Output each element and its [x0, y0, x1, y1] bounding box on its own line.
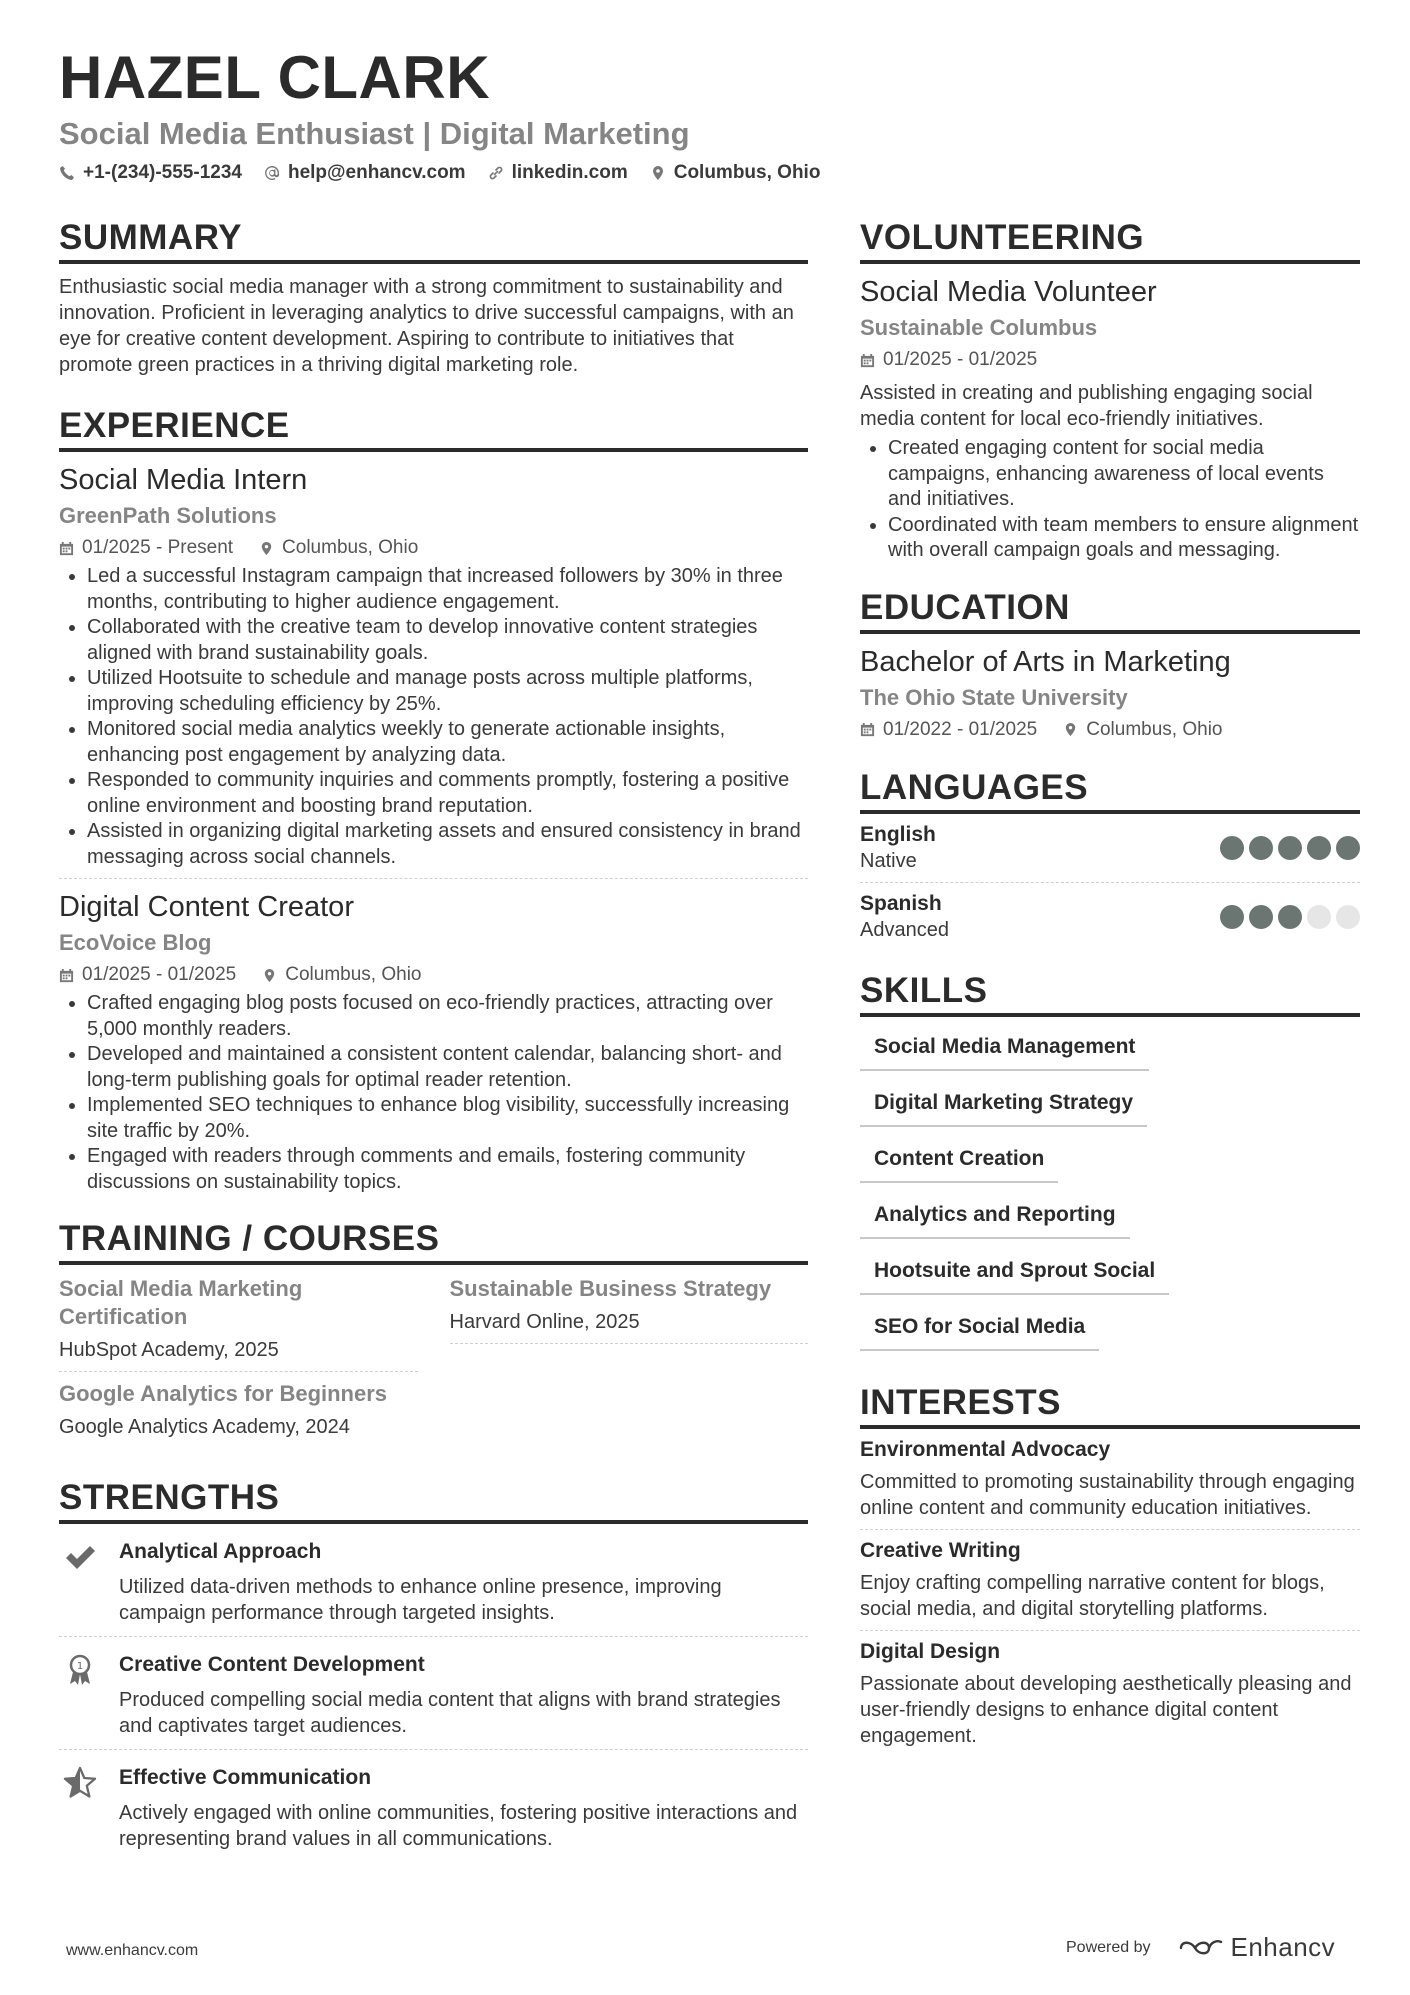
left-column: [59, 218, 808, 1890]
rating-dot-filled: [1278, 836, 1302, 860]
enhancv-logo-icon: [1177, 1936, 1223, 1960]
job-bullet: • Collaborated with the creative team to develop innovative content strategies aligned with brand sustainability goals.: [87, 615, 808, 666]
languages-heading: LANGUAGES: [860, 768, 1360, 814]
candidate-name: HAZEL CLARK: [59, 44, 491, 111]
strength-text: Utilized data-driven methods to enhance online presence, improving campaign performance through targeted insights.: [119, 1576, 722, 1624]
skills-heading: SKILLS: [860, 971, 1360, 1017]
right-column: [860, 218, 1360, 1785]
training-name: Google Analytics for Beginners: [59, 1381, 388, 1406]
job-dates: [59, 963, 236, 987]
volunteer-bullet: • Created engaging content for social media campaigns, enhancing awareness of local events and initiatives.: [888, 436, 1360, 513]
calendar-icon: [860, 353, 875, 368]
job-company: EcoVoice Blog: [59, 930, 212, 955]
job-bullet: • Implemented SEO techniques to enhance blog visibility, successfully increasing site traffic by 20%.: [87, 1093, 808, 1144]
education-school: The Ohio State University: [860, 684, 1128, 710]
language-rating: [1220, 836, 1360, 860]
training-item: [59, 1275, 418, 1372]
job-bullet: • Assisted in organizing digital marketing assets and ensured consistency in brand messaging across social channels.: [87, 819, 808, 870]
job-bullets: [59, 991, 808, 1195]
contact-phone[interactable]: [59, 162, 242, 184]
calendar-icon: [860, 722, 875, 737]
skills-section: [860, 971, 1360, 1363]
interest-title: Environmental Advocacy: [860, 1437, 1111, 1461]
education-dates-text: 01/2022 - 01/2025: [883, 718, 1038, 740]
job-company: GreenPath Solutions: [59, 503, 277, 528]
interest-item: [860, 1429, 1360, 1530]
job-location: [262, 963, 421, 987]
strength-title: Analytical Approach: [119, 1540, 322, 1563]
rating-dot-filled: [1220, 905, 1244, 929]
volunteer-role: Social Media Volunteer: [860, 276, 1157, 308]
job-bullets: [59, 564, 808, 870]
location-icon: [650, 165, 666, 181]
language-text: [860, 891, 949, 943]
skill-tag: Digital Marketing Strategy: [860, 1083, 1147, 1127]
education-degree: Bachelor of Arts in Marketing: [860, 645, 1231, 678]
training-column: [450, 1275, 809, 1456]
skill-tag: Social Media Management: [860, 1027, 1149, 1071]
experience-heading: EXPERIENCE: [59, 406, 808, 452]
candidate-title: Social Media Enthusiast | Digital Marketing: [59, 116, 690, 151]
contact-location: [650, 162, 821, 184]
volunteering-heading: VOLUNTEERING: [860, 218, 1360, 264]
strength-title: Creative Content Development: [119, 1653, 425, 1676]
education-meta: [860, 718, 1360, 742]
job-bullet: • Utilized Hootsuite to schedule and manage posts across multiple platforms, improving scheduling efficiency by 25%.: [87, 666, 808, 717]
rating-dot-filled: [1278, 905, 1302, 929]
rating-dot-filled: [1336, 836, 1360, 860]
training-org: Harvard Online, 2025: [449, 1311, 640, 1333]
interest-text: Enjoy crafting compelling narrative content for blogs, social media, and digital storytelling platforms.: [860, 1571, 1325, 1620]
skill-tag: Analytics and Reporting: [860, 1195, 1130, 1239]
training-name: Social Media Marketing Certification: [59, 1276, 303, 1329]
interest-item: [860, 1631, 1360, 1757]
rating-dot-filled: [1307, 836, 1331, 860]
language-item: [860, 814, 1360, 883]
volunteer-dates: [860, 348, 1037, 372]
education-section: [860, 588, 1360, 742]
footer-branding: [1066, 1932, 1335, 1963]
strengths-section: [59, 1478, 808, 1862]
rating-dot-filled: [1249, 905, 1273, 929]
training-column: [59, 1275, 418, 1456]
skill-tag: Hootsuite and Sprout Social: [860, 1251, 1169, 1295]
summary-heading: SUMMARY: [59, 218, 808, 264]
language-name: Spanish: [860, 891, 942, 915]
job-bullet: • Engaged with readers through comments and emails, fostering community discussions on sustainability topics.: [87, 1144, 808, 1195]
contact-linkedin-text: linkedin.com: [511, 162, 628, 183]
job-bullet: • Developed and maintained a consistent content calendar, balancing short- and long-term publishing goals for optimal reader retention.: [87, 1042, 808, 1093]
strength-item: [59, 1524, 808, 1637]
job-bullet: • Responded to community inquiries and comments promptly, fostering a positive online environment and boosting brand reputation.: [87, 768, 808, 819]
interests-heading: INTERESTS: [860, 1383, 1360, 1429]
calendar-icon: [59, 541, 74, 556]
language-rating: [1220, 905, 1360, 929]
volunteer-meta: [860, 348, 1360, 372]
job-meta: [59, 536, 808, 560]
phone-icon: [59, 165, 75, 181]
languages-section: [860, 768, 1360, 951]
interest-title: Digital Design: [860, 1639, 1001, 1663]
interest-text: Passionate about developing aesthetically pleasing and user-friendly designs to enhance digital content engagement.: [860, 1672, 1352, 1747]
interest-text: Committed to promoting sustainability through engaging online content and community education initiatives.: [860, 1470, 1355, 1519]
contact-email-text: help@enhancv.com: [287, 162, 466, 183]
language-level: Advanced: [860, 918, 949, 941]
training-grid: [59, 1275, 808, 1456]
volunteering-section: [860, 218, 1360, 564]
contact-email[interactable]: [264, 162, 466, 184]
interest-item: [860, 1530, 1360, 1631]
skill-tag: SEO for Social Media: [860, 1307, 1099, 1351]
award-ribbon-icon: [63, 1653, 97, 1687]
location-icon: [1063, 722, 1078, 737]
training-name: Sustainable Business Strategy: [449, 1276, 772, 1301]
strength-text: Actively engaged with online communities, fostering positive interactions and representing brand values in all communications.: [119, 1802, 798, 1850]
summary-section: [59, 218, 808, 378]
svg-text:1: 1: [76, 1661, 84, 1672]
rating-dot-filled: [1249, 836, 1273, 860]
training-org: HubSpot Academy, 2025: [59, 1339, 279, 1361]
brand-logo[interactable]: [1177, 1932, 1336, 1963]
language-text: [860, 822, 936, 874]
strength-title: Effective Communication: [119, 1766, 372, 1789]
language-item: [860, 883, 1360, 951]
strength-icon-wrap: [59, 1764, 101, 1852]
entry-divider: [59, 878, 808, 879]
job-role: Social Media Intern: [59, 464, 308, 496]
training-org: Google Analytics Academy, 2024: [59, 1416, 350, 1438]
education-location: [1063, 718, 1222, 742]
education-heading: EDUCATION: [860, 588, 1360, 634]
strength-text: Produced compelling social media content that aligns with brand strategies and captivates target audiences.: [119, 1689, 781, 1737]
education-location-text: Columbus, Ohio: [1086, 718, 1223, 740]
half-star-icon: [63, 1766, 97, 1800]
experience-section: [59, 406, 808, 1195]
strength-icon-wrap: [59, 1538, 101, 1626]
link-icon: [488, 165, 504, 181]
job-dates-text: 01/2025 - 01/2025: [82, 964, 237, 985]
strength-body: [119, 1651, 808, 1739]
interests-section: [860, 1383, 1360, 1757]
strength-item: [59, 1750, 808, 1862]
training-section: [59, 1219, 808, 1456]
rating-dot-filled: [1220, 836, 1244, 860]
job-bullet: • Monitored social media analytics weekly to generate actionable insights, enhancing post engagement by analyzing data.: [87, 717, 808, 768]
volunteer-bullets: [860, 436, 1360, 564]
job-dates: [59, 536, 233, 560]
job-dates-text: 01/2025 - Present: [82, 537, 234, 558]
brand-name: Enhancv: [1230, 1932, 1336, 1962]
strength-item: [59, 1637, 808, 1750]
volunteer-bullet: • Coordinated with team members to ensure alignment with overall campaign goals and messaging.: [888, 513, 1360, 564]
checkmark-icon: [63, 1540, 97, 1574]
interest-title: Creative Writing: [860, 1538, 1021, 1562]
contact-phone-text: +1-(234)-555-1234: [83, 162, 242, 183]
at-icon: [264, 165, 280, 181]
calendar-icon: [59, 968, 74, 983]
job-bullet: • Crafted engaging blog posts focused on eco-friendly practices, attracting over 5,000 monthly readers.: [87, 991, 808, 1042]
location-icon: [262, 968, 277, 983]
resume-header: [59, 44, 1359, 184]
job-location: [259, 536, 418, 560]
contact-bar: [59, 162, 1359, 184]
strength-body: [119, 1538, 808, 1626]
language-level: Native: [860, 849, 917, 872]
strengths-heading: STRENGTHS: [59, 1478, 808, 1524]
job-meta: [59, 963, 808, 987]
job-entry: [59, 462, 808, 879]
location-icon: [259, 541, 274, 556]
strength-icon-wrap: [59, 1651, 101, 1739]
skill-tag: Content Creation: [860, 1139, 1058, 1183]
training-heading: TRAINING / COURSES: [59, 1219, 808, 1265]
powered-by-label: Powered by: [1066, 1938, 1151, 1956]
language-name: English: [860, 822, 936, 846]
job-location-text: Columbus, Ohio: [282, 537, 419, 558]
volunteer-text: Assisted in creating and publishing engaging social media content for local eco-friendly initiatives.: [860, 382, 1313, 430]
job-bullet: • Led a successful Instagram campaign that increased followers by 30% in three months, contributing to higher audience engagement.: [87, 564, 808, 615]
footer-website[interactable]: www.enhancv.com: [66, 1942, 199, 1959]
job-role: Digital Content Creator: [59, 891, 354, 923]
strength-body: [119, 1764, 808, 1852]
volunteer-dates-text: 01/2025 - 01/2025: [883, 349, 1038, 370]
rating-dot-empty: [1336, 905, 1360, 929]
job-entry: [59, 889, 808, 1195]
education-dates: [860, 718, 1037, 742]
contact-location-text: Columbus, Ohio: [673, 162, 821, 183]
rating-dot-empty: [1307, 905, 1331, 929]
job-location-text: Columbus, Ohio: [285, 964, 422, 985]
volunteer-org: Sustainable Columbus: [860, 315, 1098, 340]
training-item: [450, 1275, 809, 1344]
summary-text: Enthusiastic social media manager with a strong commitment to sustainability and innovation. Proficient in leveraging analytics to drive successful campaigns, with an eye for creative content development. Aspiring to contribute to initiatives that promote green practices in a thriving digital marketing role.: [59, 276, 794, 376]
training-item: [59, 1380, 418, 1448]
contact-linkedin[interactable]: [488, 162, 628, 184]
skills-list: [860, 1027, 1360, 1363]
